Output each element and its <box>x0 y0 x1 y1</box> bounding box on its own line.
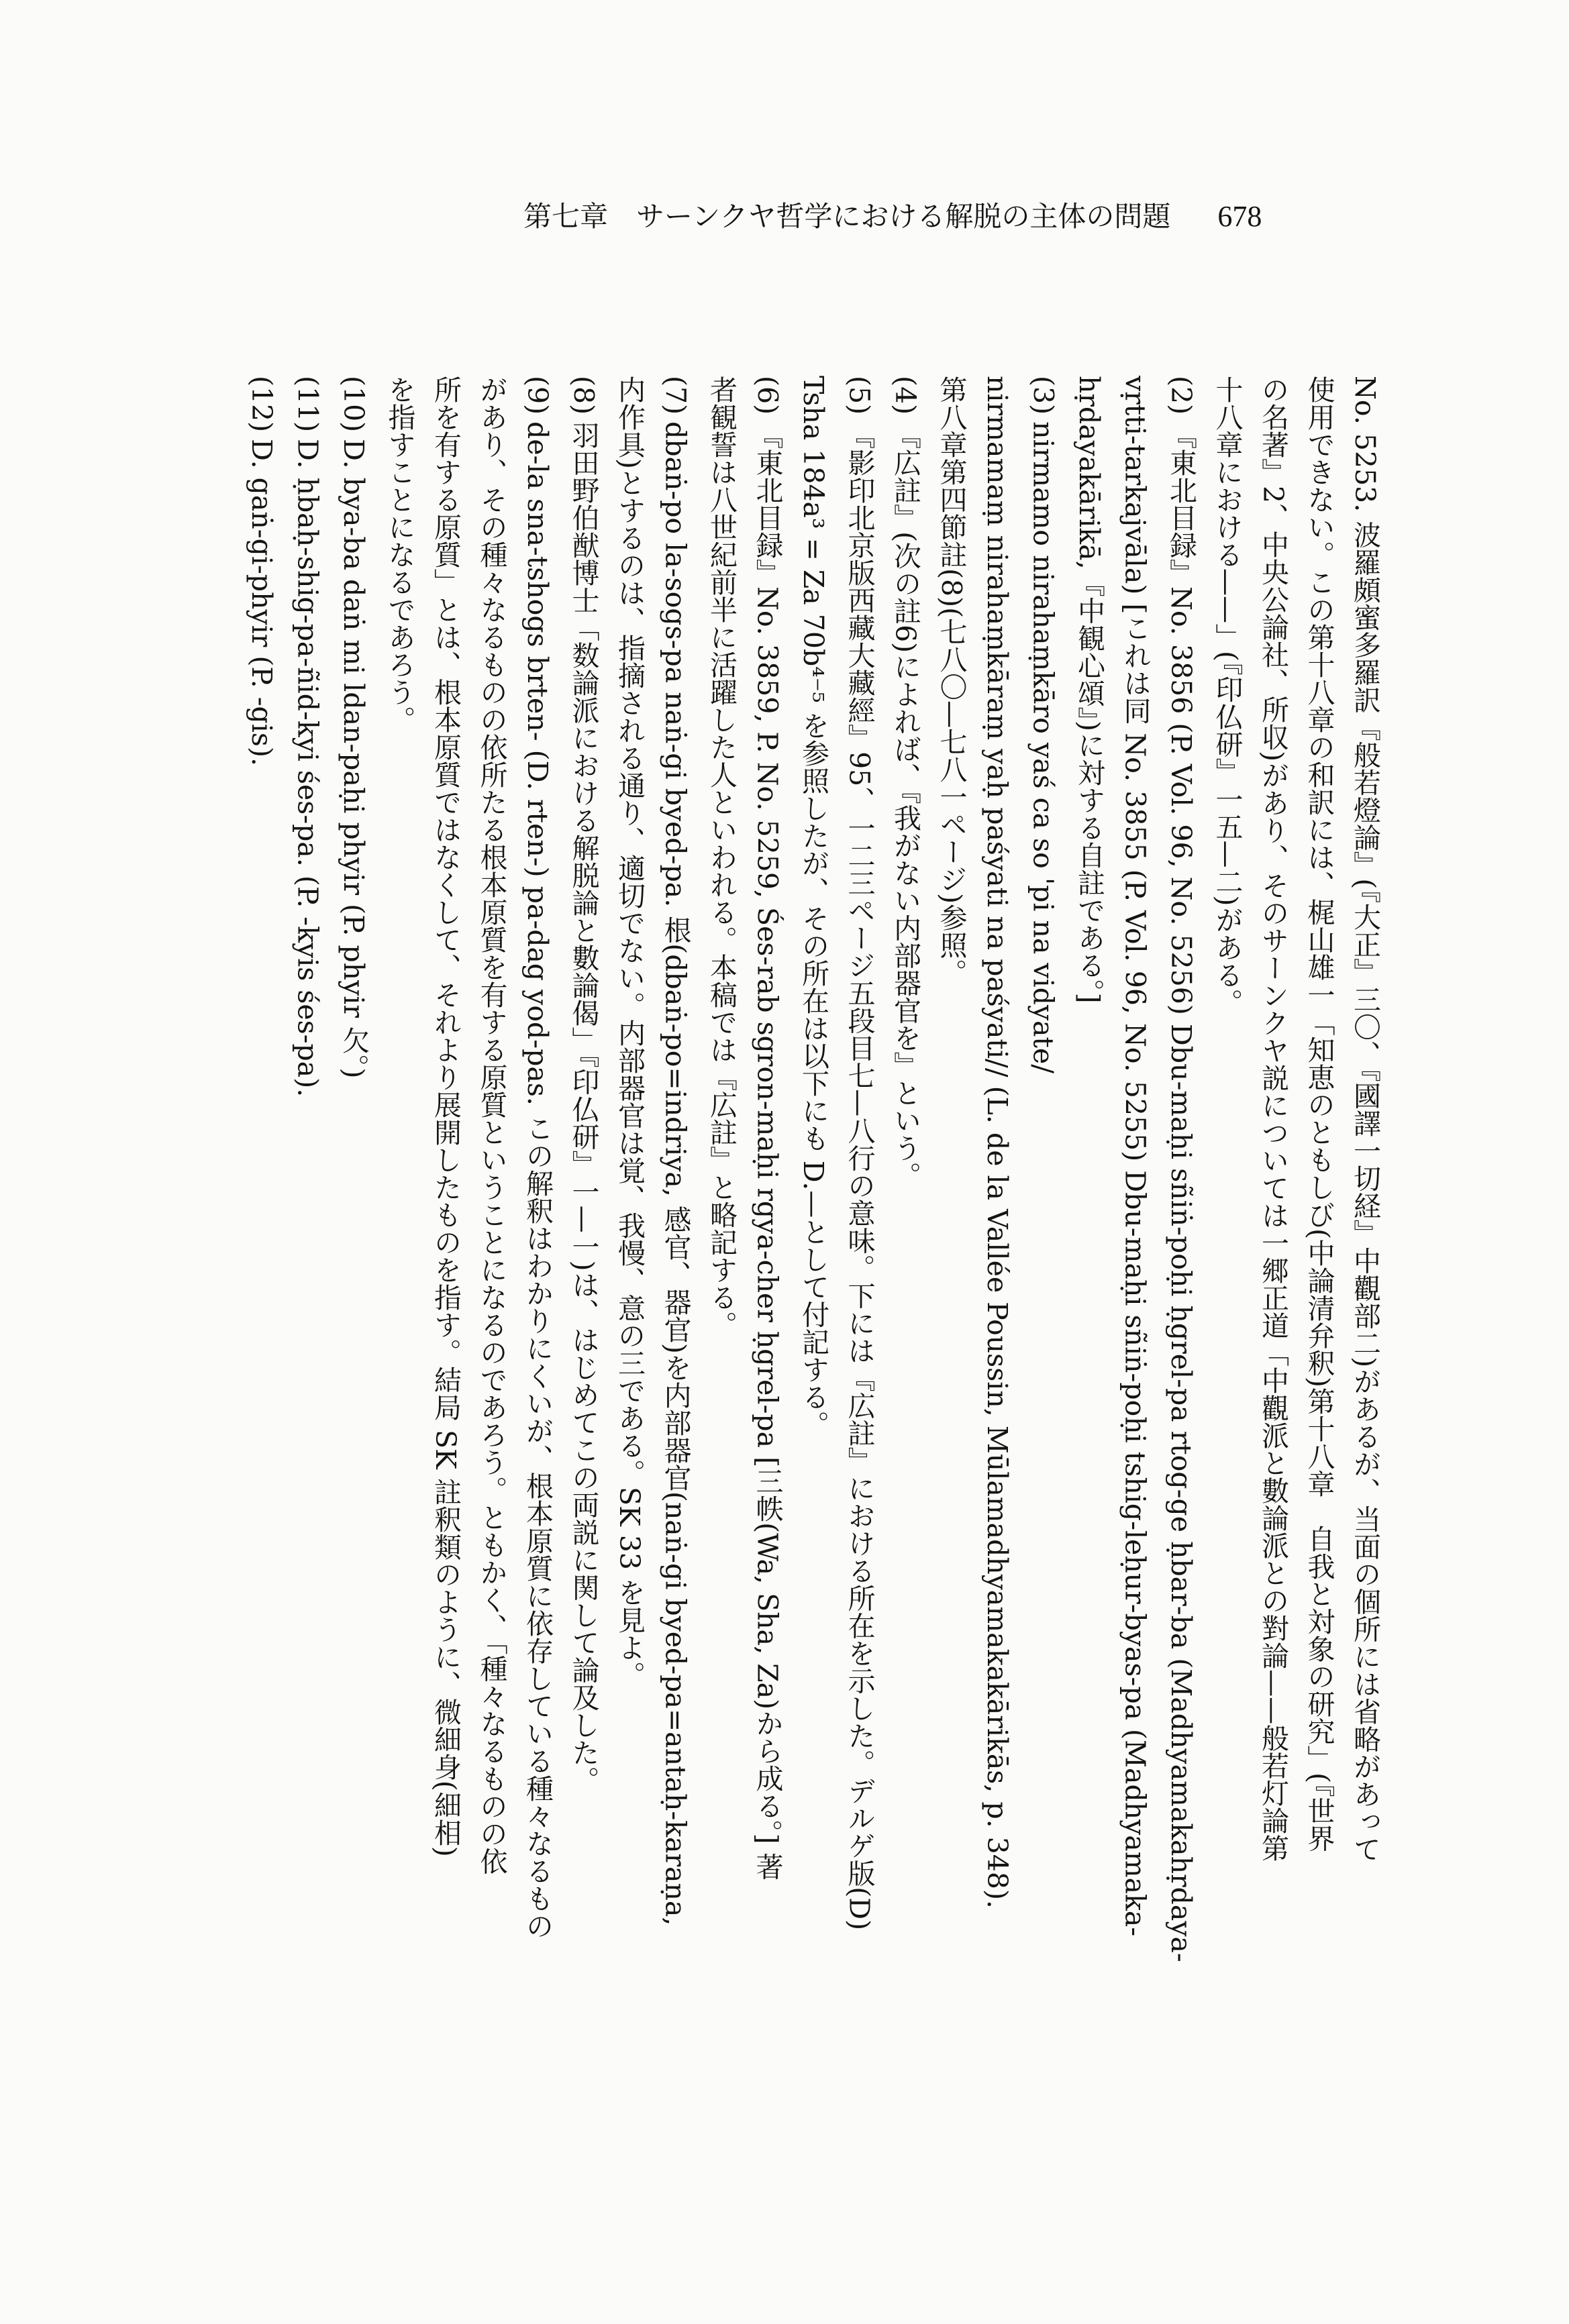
note-3 <box>928 376 1066 2093</box>
note-line: nirmamo nirahaṃkāro yaś ca so 'pi na vidyate/ <box>1027 421 1060 1074</box>
note-9 <box>376 376 560 2093</box>
note-line: 内作具)とするのは、指摘される通り、適切でない。内部器官は覚、我慢、意の三である。SK 33 を見よ。 <box>613 376 646 1689</box>
note-4 <box>882 376 929 2093</box>
note-line: 『影印北京版西藏大藏經』95、一二三ページ五段目七—八行の意味。下には『広註』における所在を示した。デルゲ版(D) <box>843 421 876 1931</box>
note-number: (7) <box>659 376 692 415</box>
note-line: dbaṅ-po la-sogs-pa naṅ-gi byed-pa. 根(dbaṅ-po=indriya, 感官、器官)を内部器官(naṅ-gi byed-pa=antaḥ-karaṇa, <box>659 421 692 1926</box>
note-line: 『東北目録』No. 3859, P. No. 5259, Śes-rab sgron-maḥi rgya-cher ḥgrel-pa [三帙(Wa, Sha, Za)から成る。] 著 <box>751 421 784 1881</box>
running-header <box>523 195 1262 235</box>
note-line: があり、その種々なるものの依所たる根本原質を有する原質ということになるのであろう。ともかく、「種々なるものの依 <box>475 376 508 1875</box>
note-line: 所を有する原質」とは、根本原質ではなくして、それより展開したものを指す。結局 SK 註釈類のように、微細身(細相) <box>429 376 462 1857</box>
note-number: (11) <box>291 376 324 433</box>
note-1-continuation <box>1204 376 1388 2093</box>
note-line: 者観誓は八世紀前半に活躍した人といわれる。本稿では『広註』と略記する。 <box>705 376 738 1338</box>
note-11 <box>285 376 331 2093</box>
note-line: hṛdayakārikā,『中観心頌』)に対する自註である。] <box>1073 376 1105 1004</box>
footnotes <box>220 376 1388 2093</box>
note-line: D. bya-ba daṅ mi ldan-paḥi phyir (P. phyir 欠。) <box>338 439 370 1079</box>
note-number: (9) <box>521 376 554 415</box>
note-number: (4) <box>889 376 921 415</box>
note-line: 『広註』(次の註6)によれば、『我がない内部器官を』という。 <box>889 421 921 1190</box>
note-10 <box>331 376 377 2093</box>
note-number: (2) <box>1165 376 1197 415</box>
note-number: (6) <box>751 376 784 415</box>
note-6 <box>699 376 791 2093</box>
page-number: 678 <box>1217 200 1262 233</box>
note-line: D. ḥbaḥ-shig-pa-ñid-kyi śes-pa. (P. -kyis śes-pa). <box>291 439 324 1098</box>
note-line: 『東北目録』No. 3856 (P. Vol. 96, No. 5256) Dbu-maḥi sñiṅ-poḥi ḥgrel-pa rtog-ge ḥbar-ba (Madhyamakahṛdaya- <box>1165 421 1197 1962</box>
note-line: de-la sna-tshogs brten- (D. rten-) pa-dag yod-pas. この解釈はわかりにくいが、根本原質に依存している種々なるもの <box>521 421 554 1940</box>
note-7 <box>607 376 699 2093</box>
note-line: 十八章における——」(『印仏研』一五—二)がある。 <box>1211 376 1244 1016</box>
note-line: の名著』2、中央公論社、所収)があり、そのサーンクヤ説については一郷正道「中觀派と數論派との對論——般若灯論第 <box>1257 376 1289 1862</box>
note-number: (3) <box>1027 376 1060 415</box>
note-12 <box>239 376 285 2093</box>
note-number: (5) <box>843 376 876 415</box>
note-2 <box>1066 376 1205 2093</box>
note-line: 使用できない。この第十八章の和訳には、梶山雄一「知恵のともしび(中論清弁釈)第十八章 自我と対象の研究」(『世界 <box>1303 376 1335 1852</box>
note-5 <box>791 376 882 2093</box>
note-line: No. 5253. 波羅頗蜜多羅訳『般若燈論』(『大正』三〇、『國譯一切経』中觀部二)があるが、当面の個所には省略があって <box>1349 376 1381 1863</box>
note-line: Tsha 184a³ = Za 70b⁴⁻⁵ を参照したが、その所在は以下にも D.—として付記する。 <box>797 376 829 1438</box>
note-line: 羽田野伯猷博士「数論派における解脱論と數論偈」『印仏研』一—一)は、はじめてこの両説に関して論及した。 <box>567 421 600 1794</box>
chapter-title: 第七章 サーンクヤ哲学における解脱の主体の問題 <box>523 200 1171 233</box>
note-number: (12) <box>246 376 278 433</box>
note-8 <box>560 376 607 2093</box>
note-line: 第八章第四節註(8)(七八〇—七八一ページ)参照。 <box>935 376 968 987</box>
note-number: (10) <box>338 376 370 433</box>
note-line: を指すことになるであろう。 <box>383 376 416 733</box>
note-number: (8) <box>567 376 600 415</box>
note-line: D. gaṅ-gi-phyir (P. -gis). <box>246 439 278 766</box>
note-line: nirmamaṃ nirahaṃkāraṃ yaḥ paśyati na paśyati// (L. de la Vallée Poussin, Mūlamadhyamakakārikās, p. 348). <box>981 376 1013 1909</box>
note-line: vṛtti-tarkajvāla) [これは同 No. 3855 (P. Vol. 96, No. 5255) Dbu-maḥi sñiṅ-poḥi tshig-leḥur-byas-pa (Madhyamaka- <box>1119 376 1152 1937</box>
